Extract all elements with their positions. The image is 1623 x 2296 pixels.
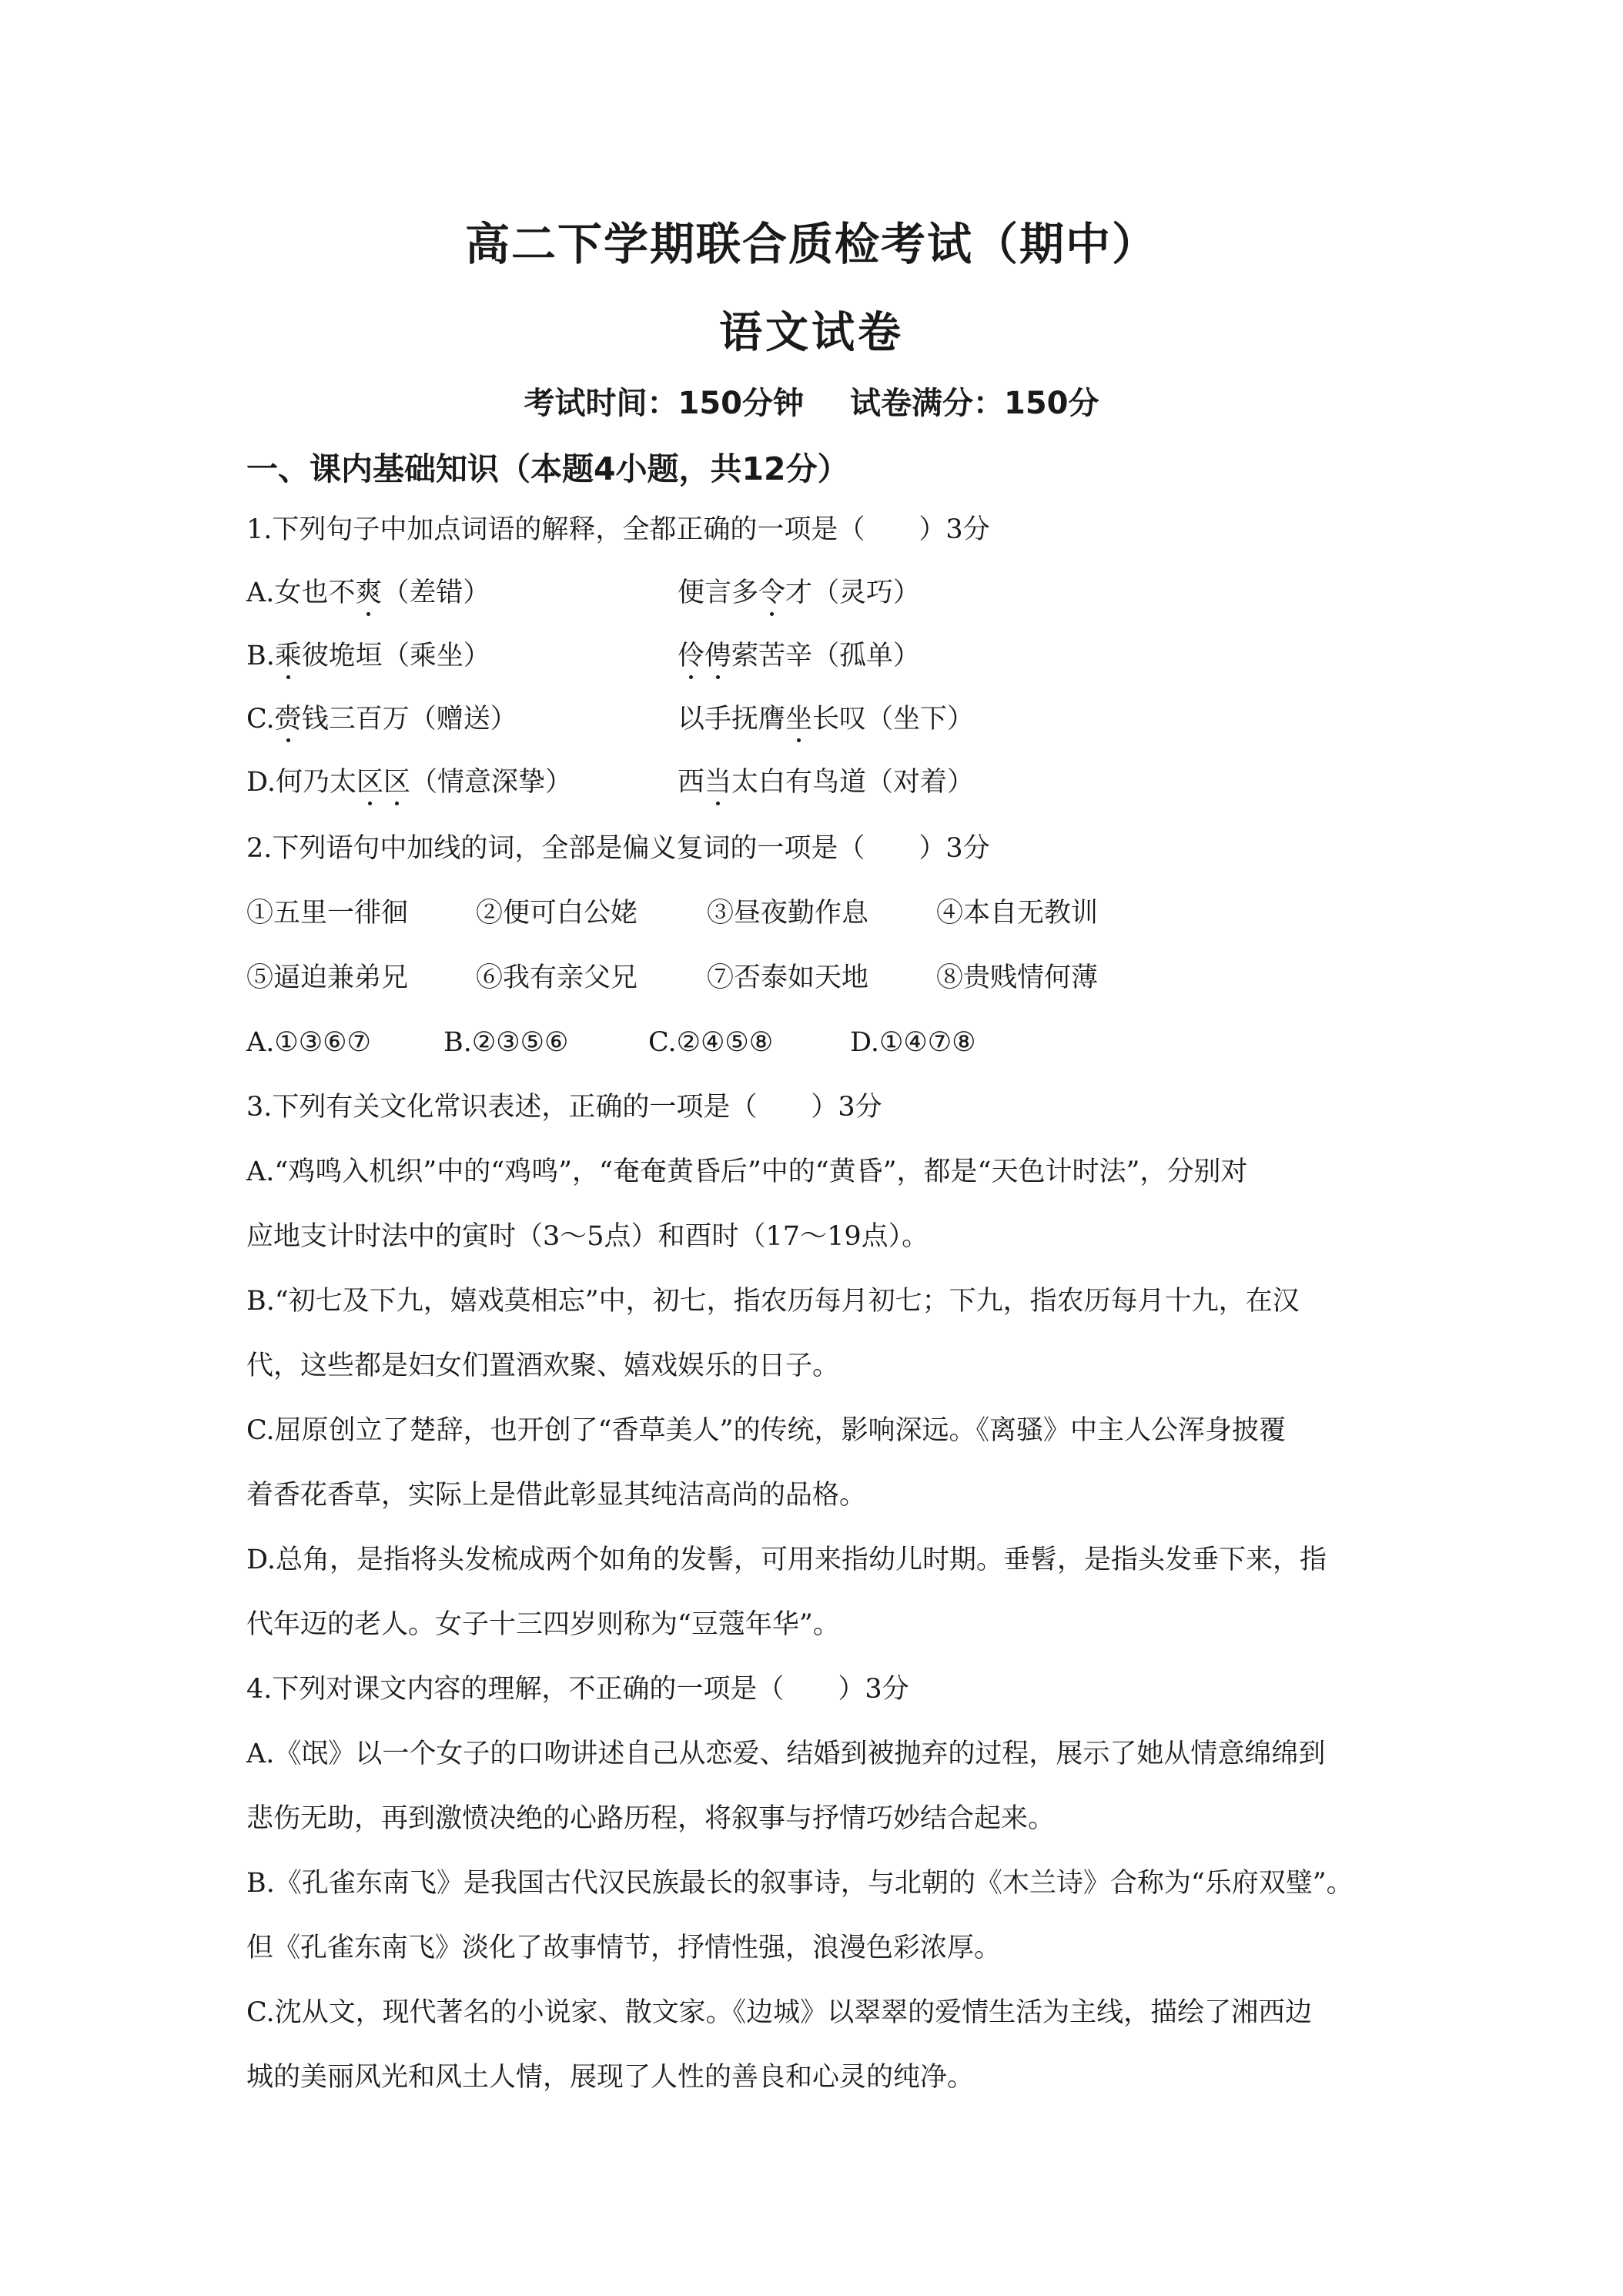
q1-option-d-right: 西当太白有鸟道（对着） (678, 767, 975, 798)
q2-item: ⑥我有亲父兄 (476, 962, 638, 993)
exam-title: 高二下学期联合质检考试（期中） (464, 218, 1158, 270)
q2-item: ①五里一徘徊 (246, 898, 409, 929)
q2-item: ⑤逼迫兼弟兄 (246, 962, 409, 993)
q3-line: A.“鸡鸣入机织”中的“鸡鸣”，“奄奄黄昏后”中的“黄昏”，都是“天色计时法”，分别对 (246, 1156, 1248, 1187)
full-score: 试卷满分：150分 (850, 386, 1099, 421)
q1-option-b-right: 伶俜萦苦辛（孤单） (678, 641, 921, 671)
q3-line: 代年迈的老人。女子十三四岁则称为“豆蔻年华”。 (246, 1609, 840, 1640)
q2-item: ③昼夜勤作息 (707, 898, 869, 929)
q1-option-d-left: D.何乃太区区（情意深挚） (246, 767, 572, 798)
q2-option: C.②④⑤⑧ (648, 1027, 774, 1058)
q1-option-b-left: B.乘彼垝垣（乘坐） (246, 641, 490, 671)
q4-line: B.《孔雀东南飞》是我国古代汉民族最长的叙事诗，与北朝的《木兰诗》合称为“乐府双璧”。 (246, 1868, 1354, 1899)
q2-item: ⑧贵贱情何薄 (936, 962, 1099, 993)
q4-line: C.沈从文，现代著名的小说家、散文家。《边城》以翠翠的爱情生活为主线，描绘了湘西边 (246, 1997, 1313, 2028)
q1-option-a-right: 便言多令才（灵巧） (678, 577, 921, 608)
q1-option-c-left: C.赍钱三百万（赠送） (246, 704, 517, 735)
q1-option-a-left: A.女也不爽（差错） (246, 577, 490, 608)
q4-line: 但《孔雀东南飞》淡化了故事情节，抒情性强，浪漫色彩浓厚。 (246, 1933, 1002, 1963)
q2-option: A.①③⑥⑦ (246, 1027, 371, 1058)
q4-line: 城的美丽风光和风土人情，展现了人性的善良和心灵的纯净。 (246, 2062, 975, 2093)
q1-option-c-right: 以手抚膺坐长叹（坐下） (678, 704, 975, 735)
q3-line: B.“初七及下九，嬉戏莫相忘”中，初七，指农历每月初七；下九，指农历每月十九，在汉 (246, 1286, 1300, 1317)
section-heading: 一、课内基础知识（本题4小题，共12分） (246, 450, 849, 487)
q2-item: ④本自无教训 (936, 898, 1099, 929)
q3-line: 应地支计时法中的寅时（3～5点）和酉时（17～19点）。 (246, 1221, 929, 1252)
exam-subtitle: 语文试卷 (719, 308, 904, 358)
q2-stem: 2.下列语句中加线的词，全部是偏义复词的一项是（ ）3分 (246, 833, 990, 864)
q4-stem: 4.下列对课文内容的理解，不正确的一项是（ ）3分 (246, 1674, 909, 1705)
exam-info (0, 379, 1623, 423)
q4-line: A.《氓》以一个女子的口吻讲述自己从恋爱、结婚到被抛弃的过程，展示了她从情意绵绵到 (246, 1739, 1326, 1769)
q3-line: 着香花香草，实际上是借此彰显其纯洁高尚的品格。 (246, 1480, 867, 1511)
q2-option: B.②③⑤⑥ (443, 1027, 569, 1058)
q3-line: D.总角，是指将头发梳成两个如角的发髻，可用来指幼儿时期。垂髫，是指头发垂下来，指 (246, 1545, 1327, 1575)
q3-line: 代，这些都是妇女们置酒欢聚、嬉戏娱乐的日子。 (246, 1350, 840, 1381)
exam-time: 考试时间：150分钟 (524, 386, 804, 421)
q3-stem: 3.下列有关文化常识表述，正确的一项是（ ）3分 (246, 1092, 882, 1123)
q2-item: ⑦否泰如天地 (707, 962, 869, 993)
q4-line: 悲伤无助，再到激愤决绝的心路历程，将叙事与抒情巧妙结合起来。 (246, 1803, 1056, 1834)
q1-stem: 1.下列句子中加点词语的解释，全都正确的一项是（ ）3分 (246, 514, 990, 545)
q3-line: C.屈原创立了楚辞，也开创了“香草美人”的传统，影响深远。《离骚》中主人公浑身披覆 (246, 1415, 1286, 1446)
q2-option: D.①④⑦⑧ (850, 1027, 976, 1058)
q2-item: ②便可白公姥 (476, 898, 638, 929)
